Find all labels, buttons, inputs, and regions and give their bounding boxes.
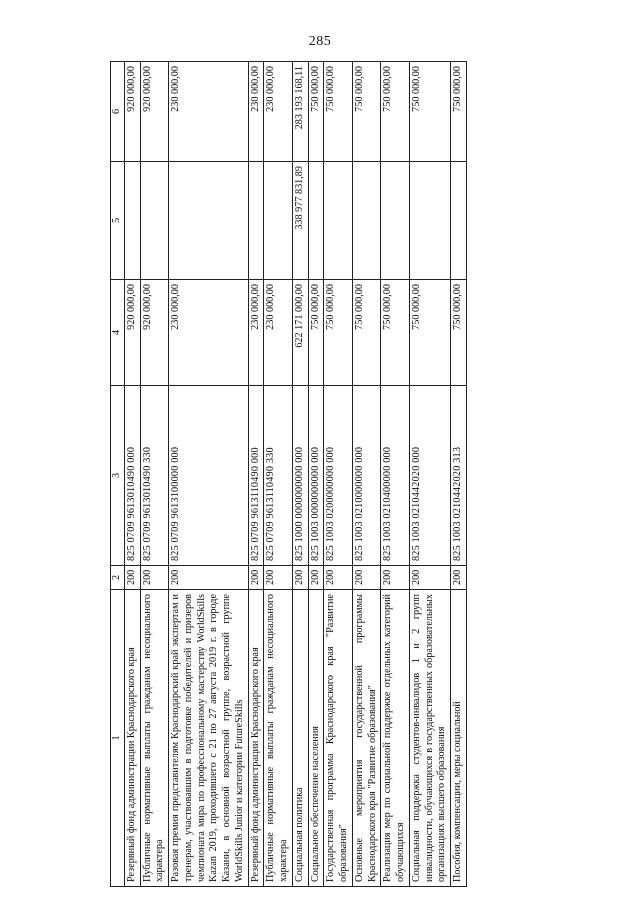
row-remaining-cell: 750 000,00 <box>451 62 467 162</box>
row-remaining-cell: 750 000,00 <box>308 62 324 162</box>
row-executed-cell <box>324 162 353 280</box>
row-remaining-cell: 230 000,00 <box>264 62 293 162</box>
row-name-cell: Пособия, компенсации, меры социальной <box>451 590 467 887</box>
row-code-cell: 825 1003 0210400000 000 <box>381 386 410 566</box>
row-executed-cell <box>381 162 410 280</box>
table-rotation-frame <box>110 62 640 887</box>
row-name-cell: Публичные нормативные выплаты гражданам несоциального характера <box>140 590 169 887</box>
table-body <box>124 62 466 887</box>
row-group-cell: 200 <box>451 566 467 590</box>
row-executed-cell <box>451 162 467 280</box>
row-amount-cell: 750 000,00 <box>352 280 381 386</box>
row-code-cell: 825 1003 0000000000 000 <box>308 386 324 566</box>
row-executed-cell <box>409 162 450 280</box>
row-code-cell: 825 1000 0000000000 000 <box>292 386 308 566</box>
row-code-cell: 825 1003 0200000000 000 <box>324 386 353 566</box>
row-name-cell: Реализация мер по социальной поддержке отдельных категорий обучающихся <box>381 590 410 887</box>
rotated-table-wrapper <box>110 62 640 887</box>
row-executed-cell <box>124 162 140 280</box>
row-remaining-cell: 920 000,00 <box>124 62 140 162</box>
row-group-cell: 200 <box>381 566 410 590</box>
header-col-5: 5 <box>111 162 125 280</box>
row-code-cell: 825 1003 0210442020 313 <box>451 386 467 566</box>
row-name-cell: Социальная политика <box>292 590 308 887</box>
row-executed-cell <box>140 162 169 280</box>
row-code-cell: 825 0709 9613110490 330 <box>264 386 293 566</box>
row-name-cell: Социальное обеспечение населения <box>308 590 324 887</box>
table-row <box>140 62 169 887</box>
row-amount-cell: 622 171 000,00 <box>292 280 308 386</box>
row-group-cell: 200 <box>264 566 293 590</box>
row-name-cell: Основные мероприятия государственной программы Краснодарского края "Развитие образования" <box>352 590 381 887</box>
row-code-cell: 825 0709 9613100000 000 <box>169 386 249 566</box>
row-group-cell: 200 <box>409 566 450 590</box>
row-executed-cell <box>248 162 264 280</box>
table-row <box>409 62 450 887</box>
header-col-3: 3 <box>111 386 125 566</box>
row-executed-cell <box>264 162 293 280</box>
row-code-cell: 825 1003 0210000000 000 <box>352 386 381 566</box>
table-row <box>352 62 381 887</box>
row-remaining-cell: 230 000,00 <box>169 62 249 162</box>
row-amount-cell: 230 000,00 <box>248 280 264 386</box>
row-amount-cell: 750 000,00 <box>409 280 450 386</box>
row-name-cell: Социальная поддержка студентов-инвалидов 1 и 2 групп инвалидности, обучающихся в государственных образовательных организациях высшего образования <box>409 590 450 887</box>
table-row <box>248 62 264 887</box>
row-name-cell: Публичные нормативные выплаты гражданам несоциального характера <box>264 590 293 887</box>
row-executed-cell <box>169 162 249 280</box>
row-name-cell: Резервный фонд администрации Краснодарского края <box>248 590 264 887</box>
row-group-cell: 200 <box>308 566 324 590</box>
table-row <box>124 62 140 887</box>
row-amount-cell: 750 000,00 <box>451 280 467 386</box>
row-code-cell: 825 1003 0210442020 000 <box>409 386 450 566</box>
table-row <box>292 62 308 887</box>
row-group-cell: 200 <box>352 566 381 590</box>
budget-table <box>110 61 467 887</box>
row-remaining-cell: 230 000,00 <box>248 62 264 162</box>
row-group-cell: 200 <box>292 566 308 590</box>
row-executed-cell: 338 977 831,89 <box>292 162 308 280</box>
row-remaining-cell: 283 193 168,11 <box>292 62 308 162</box>
row-amount-cell: 750 000,00 <box>381 280 410 386</box>
row-remaining-cell: 750 000,00 <box>381 62 410 162</box>
table-row <box>169 62 249 887</box>
page-number: 285 <box>308 34 332 49</box>
row-amount-cell: 230 000,00 <box>264 280 293 386</box>
row-code-cell: 825 0709 9613010490 000 <box>124 386 140 566</box>
row-remaining-cell: 920 000,00 <box>140 62 169 162</box>
row-group-cell: 200 <box>324 566 353 590</box>
header-col-4: 4 <box>111 280 125 386</box>
header-col-1: 1 <box>111 590 125 887</box>
header-col-6: 6 <box>111 62 125 162</box>
table-row <box>264 62 293 887</box>
row-amount-cell: 230 000,00 <box>169 280 249 386</box>
row-executed-cell <box>352 162 381 280</box>
table-row <box>308 62 324 887</box>
table-row <box>451 62 467 887</box>
row-remaining-cell: 750 000,00 <box>324 62 353 162</box>
table-row <box>324 62 353 887</box>
row-amount-cell: 920 000,00 <box>124 280 140 386</box>
row-group-cell: 200 <box>169 566 249 590</box>
table-header-row <box>111 62 125 887</box>
row-name-cell: Государственная программа Краснодарского края "Развитие образования" <box>324 590 353 887</box>
row-code-cell: 825 0709 9613110490 000 <box>248 386 264 566</box>
row-name-cell: Резервный фонд администрации Краснодарского края <box>124 590 140 887</box>
table-row <box>381 62 410 887</box>
header-col-2: 2 <box>111 566 125 590</box>
row-group-cell: 200 <box>124 566 140 590</box>
row-amount-cell: 750 000,00 <box>324 280 353 386</box>
row-remaining-cell: 750 000,00 <box>409 62 450 162</box>
row-name-cell: Разовая премия представителям Краснодарский край экспертам и тренерам, участвовавшим в подготовке победителей и призеров чемпионата мира по профессиональному мастерству WorldSkills Kazan 2019, проходившего с 21 по 27 августа 2019 г. в городе Казани, в основной возрастной группе, возрастной группе WorldSkills Junior и категории FutureSkills <box>169 590 249 887</box>
row-group-cell: 200 <box>248 566 264 590</box>
row-code-cell: 825 0709 9613010490 330 <box>140 386 169 566</box>
row-amount-cell: 920 000,00 <box>140 280 169 386</box>
row-executed-cell <box>308 162 324 280</box>
row-amount-cell: 750 000,00 <box>308 280 324 386</box>
row-group-cell: 200 <box>140 566 169 590</box>
row-remaining-cell: 750 000,00 <box>352 62 381 162</box>
